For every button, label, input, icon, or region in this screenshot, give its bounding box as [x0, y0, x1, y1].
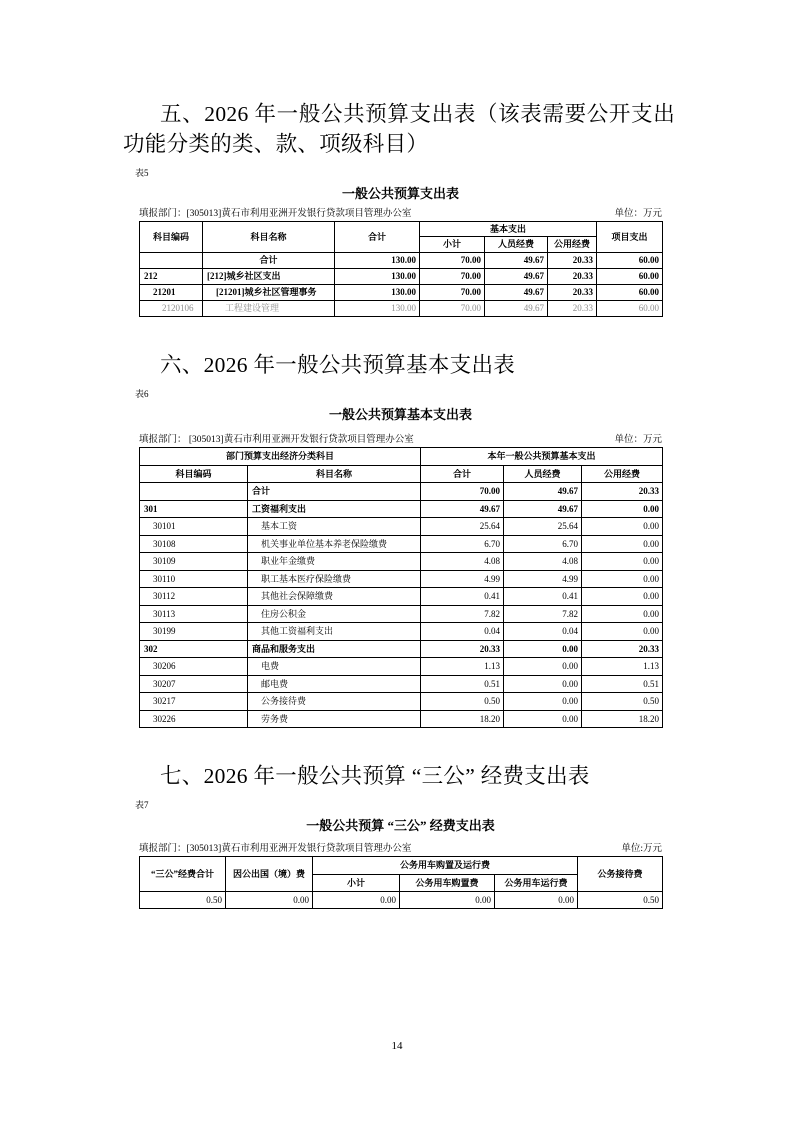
section-7-heading: 七、2026 年一般公共预算 “三公” 经费支出表 — [160, 764, 590, 788]
column-header-vehicle-purchase: 公务用车购置费 — [400, 874, 495, 892]
cell-public: 20.33 — [548, 301, 597, 317]
cell-public: 20.33 — [548, 285, 597, 301]
cell-personnel: 0.00 — [504, 658, 582, 676]
cell-code: 30108 — [140, 535, 248, 553]
table-5-tag: 表5 — [135, 168, 149, 178]
cell-total: 130.00 — [335, 269, 420, 285]
cell-code: 302 — [140, 640, 248, 658]
cell-personnel: 25.64 — [504, 518, 582, 536]
cell-code: 30101 — [140, 518, 248, 536]
cell-public: 0.00 — [582, 535, 663, 553]
cell-personnel: 0.00 — [504, 640, 582, 658]
cell-code: 30207 — [140, 675, 248, 693]
cell-personnel: 0.00 — [504, 710, 582, 728]
table-7-title: 一般公共预算 “三公” 经费支出表 — [306, 818, 495, 833]
cell-code: 30109 — [140, 553, 248, 571]
table-7-dept: 填报部门：[305013]黄石市利用亚洲开发银行贷款项目管理办公室 — [139, 844, 412, 854]
table-7-header-row-1 — [140, 857, 663, 875]
cell-total: 0.51 — [421, 675, 504, 693]
cell-project: 60.00 — [597, 269, 663, 285]
table-row — [140, 623, 663, 641]
section-6-heading: 六、2026 年一般公共预算基本支出表 — [160, 353, 516, 377]
cell-vehicle-operation: 0.00 — [495, 892, 578, 909]
cell-personnel: 0.41 — [504, 588, 582, 606]
cell-public: 20.33 — [548, 269, 597, 285]
column-header-total: 合计 — [421, 465, 504, 483]
table-5-unit: 单位：万元 — [614, 209, 662, 219]
cell-personnel: 0.00 — [504, 675, 582, 693]
cell-personnel: 49.67 — [485, 285, 548, 301]
table-5-title: 一般公共预算支出表 — [341, 186, 459, 201]
cell-code: 2120106 — [140, 301, 203, 317]
column-header-abroad: 因公出国（境）费 — [226, 857, 313, 892]
table-6-header-row-1 — [140, 448, 663, 466]
cell-name: 职业年金缴费 — [248, 553, 421, 571]
cell-personnel: 6.70 — [504, 535, 582, 553]
cell-public: 0.51 — [582, 675, 663, 693]
cell-total: 7.82 — [421, 605, 504, 623]
cell-project: 60.00 — [597, 285, 663, 301]
table-row — [140, 301, 663, 317]
table-7-meta — [139, 843, 662, 856]
column-header-public: 公用经费 — [548, 237, 597, 253]
column-header-personnel: 人员经费 — [485, 237, 548, 253]
column-header-subtotal: 小计 — [313, 874, 400, 892]
cell-total: 25.64 — [421, 518, 504, 536]
column-header-three-public-total: “三公”经费合计 — [140, 857, 226, 892]
cell-name: 职工基本医疗保险缴费 — [248, 570, 421, 588]
cell-total: 20.33 — [421, 640, 504, 658]
table-row — [140, 535, 663, 553]
cell-name: 基本工资 — [248, 518, 421, 536]
cell-total: 4.08 — [421, 553, 504, 571]
cell-name: 电费 — [248, 658, 421, 676]
cell-name: 其他工资福利支出 — [248, 623, 421, 641]
cell-name: 劳务费 — [248, 710, 421, 728]
table-6-title: 一般公共预算基本支出表 — [328, 407, 472, 422]
cell-name: 公务接待费 — [248, 693, 421, 711]
table-row — [140, 675, 663, 693]
cell-subtotal: 0.00 — [313, 892, 400, 909]
cell-project: 60.00 — [597, 301, 663, 317]
cell-public: 20.33 — [582, 483, 663, 501]
section-5-heading: 五、2026 年一般公共预算支出表（该表需要公开支出功能分类的类、款、项级科目） — [123, 102, 675, 156]
cell-personnel: 49.67 — [504, 483, 582, 501]
cell-personnel: 7.82 — [504, 605, 582, 623]
table-row — [140, 605, 663, 623]
column-header-basic-group: 基本支出 — [420, 222, 597, 237]
cell-public: 0.00 — [582, 570, 663, 588]
cell-public: 0.00 — [582, 500, 663, 518]
column-header-project: 项目支出 — [597, 222, 663, 253]
table-5-general-public-budget-expenditure — [139, 221, 663, 317]
cell-public: 0.00 — [582, 623, 663, 641]
cell-code: 212 — [140, 269, 203, 285]
table-5-dept: 填报部门：[305013]黄石市利用亚洲开发银行贷款项目管理办公室 — [139, 209, 412, 219]
cell-total: 18.20 — [421, 710, 504, 728]
table-6-meta — [139, 434, 662, 447]
cell-personnel: 0.04 — [504, 623, 582, 641]
cell-code: 30113 — [140, 605, 248, 623]
cell-abroad: 0.00 — [226, 892, 313, 909]
cell-total: 0.04 — [421, 623, 504, 641]
column-group-economic-classification: 部门预算支出经济分类科目 — [140, 448, 421, 466]
cell-public: 0.00 — [582, 588, 663, 606]
cell-personnel: 49.67 — [485, 269, 548, 285]
column-group-current-year-basic: 本年一般公共预算基本支出 — [421, 448, 663, 466]
table-6-basic-expenditure — [139, 447, 663, 728]
table-row — [140, 710, 663, 728]
cell-name: 工程建设管理 — [203, 301, 335, 317]
table-5-header-row-1 — [140, 222, 663, 237]
table-6-dept: 填报部门： [305013]黄石市利用亚洲开发银行贷款项目管理办公室 — [139, 435, 414, 445]
cell-total: 130.00 — [335, 253, 420, 269]
cell-public: 20.33 — [582, 640, 663, 658]
table-row — [140, 570, 663, 588]
cell-vehicle-purchase: 0.00 — [400, 892, 495, 909]
cell-subtotal: 70.00 — [420, 253, 485, 269]
table-row-total — [140, 483, 663, 501]
table-row — [140, 285, 663, 301]
cell-code: 30206 — [140, 658, 248, 676]
column-header-reception: 公务接待费 — [578, 857, 663, 892]
table-row — [140, 658, 663, 676]
column-header-name: 科目名称 — [248, 465, 421, 483]
cell-total: 130.00 — [335, 285, 420, 301]
cell-personnel: 0.00 — [504, 693, 582, 711]
column-header-public: 公用经费 — [582, 465, 663, 483]
cell-personnel: 4.08 — [504, 553, 582, 571]
cell-three-public-total: 0.50 — [140, 892, 226, 909]
cell-name: 邮电费 — [248, 675, 421, 693]
cell-name: [212]城乡社区支出 — [203, 269, 335, 285]
cell-name: 商品和服务支出 — [248, 640, 421, 658]
cell-name: [21201]城乡社区管理事务 — [203, 285, 335, 301]
column-group-official-vehicle: 公务用车购置及运行费 — [313, 857, 578, 875]
cell-total: 4.99 — [421, 570, 504, 588]
cell-personnel: 49.67 — [485, 253, 548, 269]
cell-name: 工资福利支出 — [248, 500, 421, 518]
cell-project: 60.00 — [597, 253, 663, 269]
cell-public: 1.13 — [582, 658, 663, 676]
table-7-three-public-expenses — [139, 856, 663, 909]
cell-reception: 0.50 — [578, 892, 663, 909]
cell-total: 49.67 — [421, 500, 504, 518]
table-row — [140, 553, 663, 571]
cell-name: 机关事业单位基本养老保险缴费 — [248, 535, 421, 553]
cell-total: 70.00 — [421, 483, 504, 501]
column-header-code: 科目编码 — [140, 222, 203, 253]
cell-name: 合计 — [203, 253, 335, 269]
cell-public: 0.00 — [582, 553, 663, 571]
table-row — [140, 640, 663, 658]
table-row — [140, 892, 663, 909]
cell-name: 合计 — [248, 483, 421, 501]
table-row — [140, 500, 663, 518]
cell-code — [140, 483, 248, 501]
cell-personnel: 49.67 — [504, 500, 582, 518]
cell-name: 住房公积金 — [248, 605, 421, 623]
cell-code: 301 — [140, 500, 248, 518]
cell-total: 1.13 — [421, 658, 504, 676]
cell-public: 0.00 — [582, 518, 663, 536]
cell-code: 21201 — [140, 285, 203, 301]
cell-total: 0.41 — [421, 588, 504, 606]
cell-total: 0.50 — [421, 693, 504, 711]
table-row — [140, 588, 663, 606]
cell-public: 0.00 — [582, 605, 663, 623]
cell-personnel: 49.67 — [485, 301, 548, 317]
table-5-meta — [139, 208, 662, 221]
cell-subtotal: 70.00 — [420, 285, 485, 301]
table-6-unit: 单位：万元 — [614, 435, 662, 445]
cell-total: 130.00 — [335, 301, 420, 317]
cell-public: 20.33 — [548, 253, 597, 269]
column-header-vehicle-operation: 公务用车运行费 — [495, 874, 578, 892]
table-row — [140, 518, 663, 536]
table-row-total — [140, 253, 663, 269]
table-row — [140, 269, 663, 285]
cell-public: 0.50 — [582, 693, 663, 711]
table-7-unit: 单位:万元 — [621, 844, 662, 854]
page-number: 14 — [391, 1040, 403, 1052]
cell-personnel: 4.99 — [504, 570, 582, 588]
cell-name: 其他社会保障缴费 — [248, 588, 421, 606]
cell-code: 30217 — [140, 693, 248, 711]
column-header-subtotal: 小计 — [420, 237, 485, 253]
cell-code: 30110 — [140, 570, 248, 588]
cell-code — [140, 253, 203, 269]
column-header-total: 合计 — [335, 222, 420, 253]
column-header-name: 科目名称 — [203, 222, 335, 253]
table-7-tag: 表7 — [135, 800, 149, 810]
cell-code: 30199 — [140, 623, 248, 641]
cell-subtotal: 70.00 — [420, 301, 485, 317]
cell-code: 30226 — [140, 710, 248, 728]
cell-public: 18.20 — [582, 710, 663, 728]
column-header-personnel: 人员经费 — [504, 465, 582, 483]
table-6-header-row-2 — [140, 465, 663, 483]
table-row — [140, 693, 663, 711]
cell-subtotal: 70.00 — [420, 269, 485, 285]
table-6-tag: 表6 — [135, 389, 149, 399]
column-header-code: 科目编码 — [140, 465, 248, 483]
cell-code: 30112 — [140, 588, 248, 606]
cell-total: 6.70 — [421, 535, 504, 553]
